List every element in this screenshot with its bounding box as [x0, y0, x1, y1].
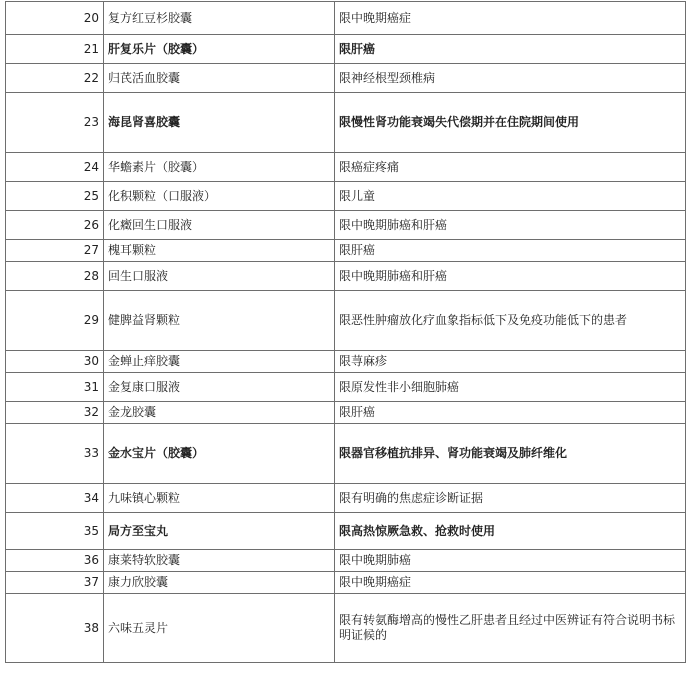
drug-name: 归芪活血胶囊	[104, 64, 335, 93]
drug-name: 金龙胶囊	[104, 402, 335, 424]
table-row	[6, 35, 686, 64]
drug-name: 金蝉止痒胶囊	[104, 351, 335, 373]
row-number: 23	[6, 93, 104, 153]
table-row	[6, 182, 686, 211]
table-row	[6, 153, 686, 182]
row-number: 37	[6, 572, 104, 594]
row-number: 27	[6, 240, 104, 262]
drug-name: 肝复乐片（胶囊）	[104, 35, 335, 64]
table-row	[6, 291, 686, 351]
restriction-note: 限中晚期肺癌和肝癌	[335, 211, 686, 240]
table-row	[6, 351, 686, 373]
table-row	[6, 262, 686, 291]
table-row	[6, 2, 686, 35]
table-row	[6, 93, 686, 153]
drug-name: 华蟾素片（胶囊）	[104, 153, 335, 182]
row-number: 32	[6, 402, 104, 424]
drug-name: 康莱特软胶囊	[104, 550, 335, 572]
row-number: 35	[6, 513, 104, 550]
drug-name: 健脾益肾颗粒	[104, 291, 335, 351]
table-row	[6, 373, 686, 402]
restriction-note: 限原发性非小细胞肺癌	[335, 373, 686, 402]
table-row	[6, 594, 686, 663]
table-row	[6, 550, 686, 572]
table-row	[6, 211, 686, 240]
restriction-note: 限恶性肿瘤放化疗血象指标低下及免疫功能低下的患者	[335, 291, 686, 351]
table-row	[6, 64, 686, 93]
table-row	[6, 402, 686, 424]
row-number: 29	[6, 291, 104, 351]
row-number: 25	[6, 182, 104, 211]
restriction-note: 限癌症疼痛	[335, 153, 686, 182]
restriction-note: 限神经根型颈椎病	[335, 64, 686, 93]
row-number: 34	[6, 484, 104, 513]
drug-name: 复方红豆杉胶囊	[104, 2, 335, 35]
drug-restriction-table	[5, 1, 686, 663]
table-row	[6, 484, 686, 513]
row-number: 28	[6, 262, 104, 291]
restriction-note: 限高热惊厥急救、抢救时使用	[335, 513, 686, 550]
restriction-note: 限中晚期肺癌	[335, 550, 686, 572]
restriction-note: 限肝癌	[335, 240, 686, 262]
drug-name: 金复康口服液	[104, 373, 335, 402]
drug-name: 槐耳颗粒	[104, 240, 335, 262]
drug-name: 康力欣胶囊	[104, 572, 335, 594]
drug-name: 六味五灵片	[104, 594, 335, 663]
restriction-note: 限荨麻疹	[335, 351, 686, 373]
restriction-note: 限肝癌	[335, 402, 686, 424]
row-number: 20	[6, 2, 104, 35]
row-number: 21	[6, 35, 104, 64]
restriction-note: 限中晚期癌症	[335, 2, 686, 35]
restriction-note: 限有明确的焦虑症诊断证据	[335, 484, 686, 513]
table-row	[6, 572, 686, 594]
drug-name: 九味镇心颗粒	[104, 484, 335, 513]
restriction-note: 限肝癌	[335, 35, 686, 64]
drug-name: 回生口服液	[104, 262, 335, 291]
row-number: 31	[6, 373, 104, 402]
drug-name: 化癥回生口服液	[104, 211, 335, 240]
row-number: 38	[6, 594, 104, 663]
drug-name: 局方至宝丸	[104, 513, 335, 550]
row-number: 24	[6, 153, 104, 182]
restriction-note: 限儿童	[335, 182, 686, 211]
restriction-note: 限中晚期肺癌和肝癌	[335, 262, 686, 291]
restriction-note: 限器官移植抗排异、肾功能衰竭及肺纤维化	[335, 424, 686, 484]
row-number: 30	[6, 351, 104, 373]
restriction-note: 限中晚期癌症	[335, 572, 686, 594]
row-number: 33	[6, 424, 104, 484]
restriction-note: 限有转氨酶增高的慢性乙肝患者且经过中医辨证有符合说明书标明证候的	[335, 594, 686, 663]
restriction-note: 限慢性肾功能衰竭失代偿期并在住院期间使用	[335, 93, 686, 153]
table-body	[6, 2, 686, 663]
row-number: 22	[6, 64, 104, 93]
table-row	[6, 513, 686, 550]
table-row	[6, 424, 686, 484]
table-row	[6, 240, 686, 262]
drug-name: 金水宝片（胶囊）	[104, 424, 335, 484]
row-number: 26	[6, 211, 104, 240]
drug-name: 海昆肾喜胶囊	[104, 93, 335, 153]
drug-name: 化积颗粒（口服液）	[104, 182, 335, 211]
row-number: 36	[6, 550, 104, 572]
